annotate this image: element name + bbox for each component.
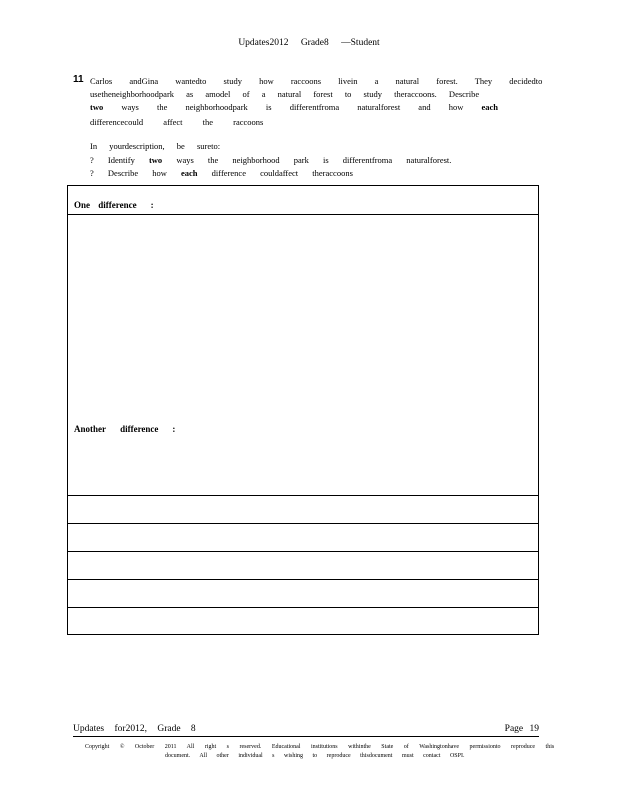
bullet-1-pre: Identify	[107, 155, 135, 165]
answer-rule	[68, 523, 538, 524]
copyright-line-1: Copyright © October 2011 All right s reserved. Educational institutions withinthe State of Washingtonhave permissionto reproduce this	[85, 744, 555, 750]
footer-rule	[73, 736, 539, 737]
question-line-4: differencecould affect the raccoons	[90, 117, 264, 127]
bullet-2-pre: Describe how	[107, 168, 167, 178]
one-difference-label: One difference :	[74, 200, 154, 210]
answer-box[interactable]	[67, 185, 539, 635]
page-number: Page 19	[504, 724, 539, 734]
footer-left: Updates for2012, Grade 8	[73, 724, 196, 734]
another-difference-label: Another difference :	[74, 424, 176, 434]
emphasis-two: two	[90, 102, 104, 112]
page-header: Updates2012 Grade8 —Student	[238, 38, 380, 48]
question-number: 11	[73, 74, 84, 85]
instruction-bullet-1	[90, 155, 451, 165]
question-line-2: usetheneighborhoodpark as amodel of a natural forest to study theraccoons. Describe	[90, 89, 480, 99]
answer-rule	[68, 551, 538, 552]
copyright-line-2: document. All other individual s wishing to reproduce thisdocument must contact OSPI.	[165, 753, 465, 759]
answer-rule	[68, 579, 538, 580]
answer-rule	[68, 495, 538, 496]
page-footer	[73, 724, 539, 734]
answer-rule	[68, 214, 538, 215]
bullet-marker: ?	[90, 155, 94, 165]
bullet-2-bold: each	[181, 168, 198, 178]
emphasis-each: each	[481, 102, 498, 112]
bullet-1-post: ways the neighborhood park is differentfroma naturalforest.	[176, 155, 452, 165]
bullet-1-bold: two	[148, 155, 163, 165]
question-line-3-text: ways the neighborhoodpark is differentfroma naturalforest and how	[121, 102, 464, 112]
answer-rule	[68, 607, 538, 608]
question-line-3	[90, 102, 498, 112]
question-line-1: Carlos andGina wantedto study how raccoons livein a natural forest. They decidedto	[90, 76, 543, 86]
instructions-intro: In yourdescription, be sureto:	[90, 141, 221, 151]
bullet-marker: ?	[90, 168, 94, 178]
bullet-2-post: difference couldaffect theraccoons	[211, 168, 353, 178]
instruction-bullet-2	[90, 168, 353, 178]
